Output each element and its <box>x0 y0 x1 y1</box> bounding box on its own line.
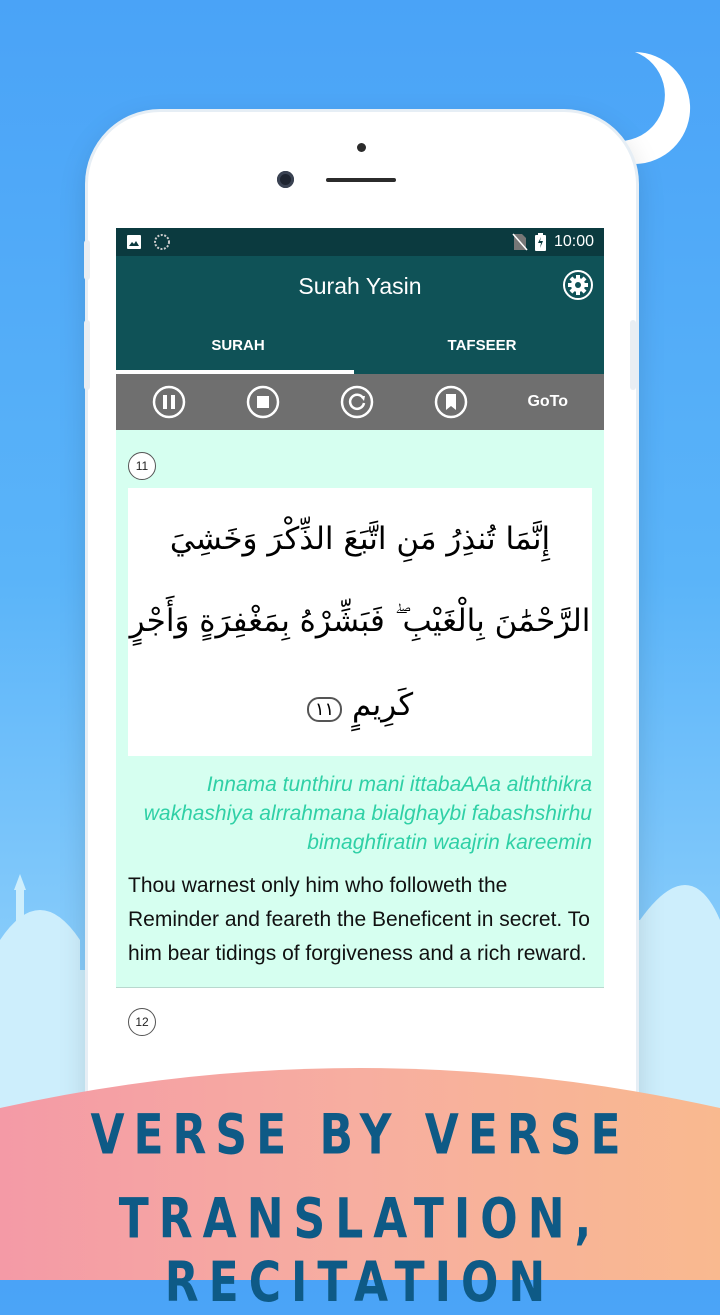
promo-headline-line1: VERSE BY VERSE <box>90 1103 630 1168</box>
front-camera <box>277 171 294 188</box>
tab-indicator <box>116 370 354 374</box>
status-time: 10:00 <box>553 233 594 250</box>
pause-icon[interactable] <box>152 385 186 419</box>
tab-surah[interactable]: SURAH <box>211 336 265 354</box>
app-screen <box>116 228 604 1128</box>
image-icon <box>126 234 142 250</box>
status-bar <box>116 228 604 256</box>
phone-side-button <box>84 240 90 280</box>
tab-bar <box>116 316 604 374</box>
repeat-icon[interactable] <box>340 385 374 419</box>
app-bar <box>116 256 604 316</box>
phone-volume-up <box>84 320 90 390</box>
tab-tafseer[interactable]: TAFSEER <box>447 336 517 354</box>
promo-headline-line2: TRANSLATION, RECITATION <box>118 1187 602 1315</box>
verse-number-badge: 11 <box>128 452 156 480</box>
verse-card[interactable] <box>116 430 604 988</box>
phone-power-button <box>630 320 636 390</box>
bookmark-icon[interactable] <box>434 385 468 419</box>
proximity-sensor <box>357 143 366 152</box>
playback-controls <box>116 374 604 430</box>
arabic-line: الرَّحْمَٰنَ بِالْغَيْبِ ۖ فَبَشِّرْهُ بِمَغْفِرَةٍ وَأَجْرٍ <box>129 603 591 640</box>
arabic-line-text: كَرِيمٍ <box>352 686 414 723</box>
no-sim-icon <box>513 233 527 251</box>
transliteration-text: Innama tunthiru mani ittabaAAa alththikra wakhashiya alrrahmana bialghaybi fabashshirhu bimaghfiratin waajrin kareemin <box>143 773 592 854</box>
verse-number-badge: 12 <box>128 1008 156 1036</box>
earpiece-speaker <box>326 178 396 182</box>
goto-button[interactable]: GoTo <box>527 393 569 410</box>
gear-icon[interactable] <box>562 269 594 301</box>
translation-text: Thou warnest only him who followeth the Reminder and feareth the Beneficent in secret. To him bear tidings of forgiveness and a rich reward. <box>128 874 590 965</box>
arabic-line: إِنَّمَا تُنذِرُ مَنِ اتَّبَعَ الذِّكْرَ وَخَشِيَ <box>169 521 551 558</box>
ayah-end-marker: ١١ <box>307 697 342 722</box>
stop-icon[interactable] <box>246 385 280 419</box>
arabic-verse-text <box>128 488 592 756</box>
verse-card[interactable] <box>116 988 604 1056</box>
arabic-line <box>307 687 413 723</box>
sync-icon <box>154 234 170 250</box>
app-title: Surah Yasin <box>298 272 422 299</box>
battery-charging-icon <box>535 233 546 251</box>
